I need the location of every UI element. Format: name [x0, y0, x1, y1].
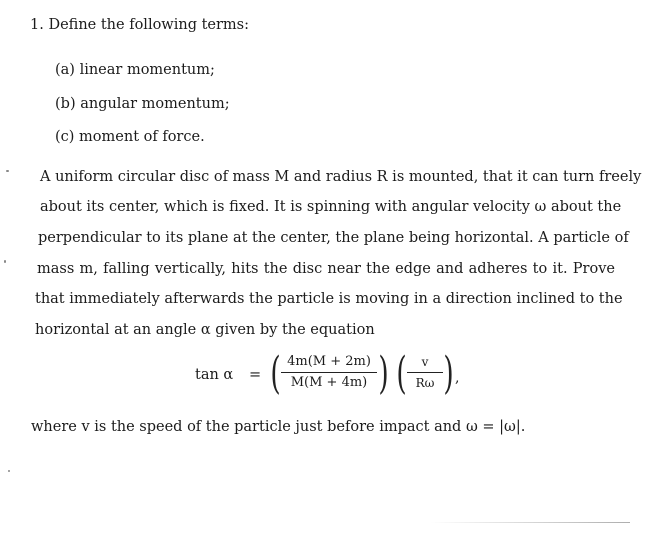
fraction-mass-ratio	[281, 354, 377, 391]
problem-line-5: that immediately afterwards the particle is moving in a direction inclined to the	[35, 291, 623, 307]
problem-line-1: A uniform circular disc of mass M and radius R is mounted, that it can turn freely	[40, 169, 642, 185]
question-heading: 1. Define the following terms:	[30, 17, 250, 33]
left-paren-icon: (	[396, 348, 407, 399]
scan-speck	[4, 260, 6, 263]
scan-edge-line	[430, 522, 630, 523]
problem-line-4: mass m, falling vertically, hits the disc near the edge and adheres to it. Prove	[37, 261, 615, 277]
left-paren-icon: (	[270, 348, 281, 399]
problem-line-6: horizontal at an angle α given by the equation	[35, 322, 375, 338]
equation-trailing-comma: ,	[455, 370, 460, 386]
part-a: (a) linear momentum;	[55, 62, 215, 78]
fraction-velocity-ratio	[407, 354, 443, 391]
equation-equals: =	[249, 367, 262, 383]
fraction-mass-ratio-denominator: M(M + 4m)	[290, 375, 368, 390]
fraction-velocity-denominator: Rω	[415, 376, 435, 390]
problem-final-line: where v is the speed of the particle just before impact and ω = |ω|.	[31, 419, 526, 435]
equation-lhs: tan α	[195, 367, 234, 383]
part-b: (b) angular momentum;	[55, 96, 230, 112]
equation	[195, 348, 495, 408]
problem-line-3: perpendicular to its plane at the center, the plane being horizontal. A particle of	[38, 230, 629, 246]
right-paren-icon: )	[378, 348, 389, 399]
part-c: (c) moment of force.	[55, 129, 205, 145]
scan-speck	[6, 170, 9, 172]
scan-speck	[8, 470, 10, 472]
problem-line-2: about its center, which is fixed. It is spinning with angular velocity ω about the	[40, 199, 622, 215]
fraction-mass-ratio-numerator: 4m(M + 2m)	[287, 354, 371, 369]
fraction-velocity-numerator: v	[421, 355, 429, 369]
right-paren-icon: )	[443, 348, 454, 399]
